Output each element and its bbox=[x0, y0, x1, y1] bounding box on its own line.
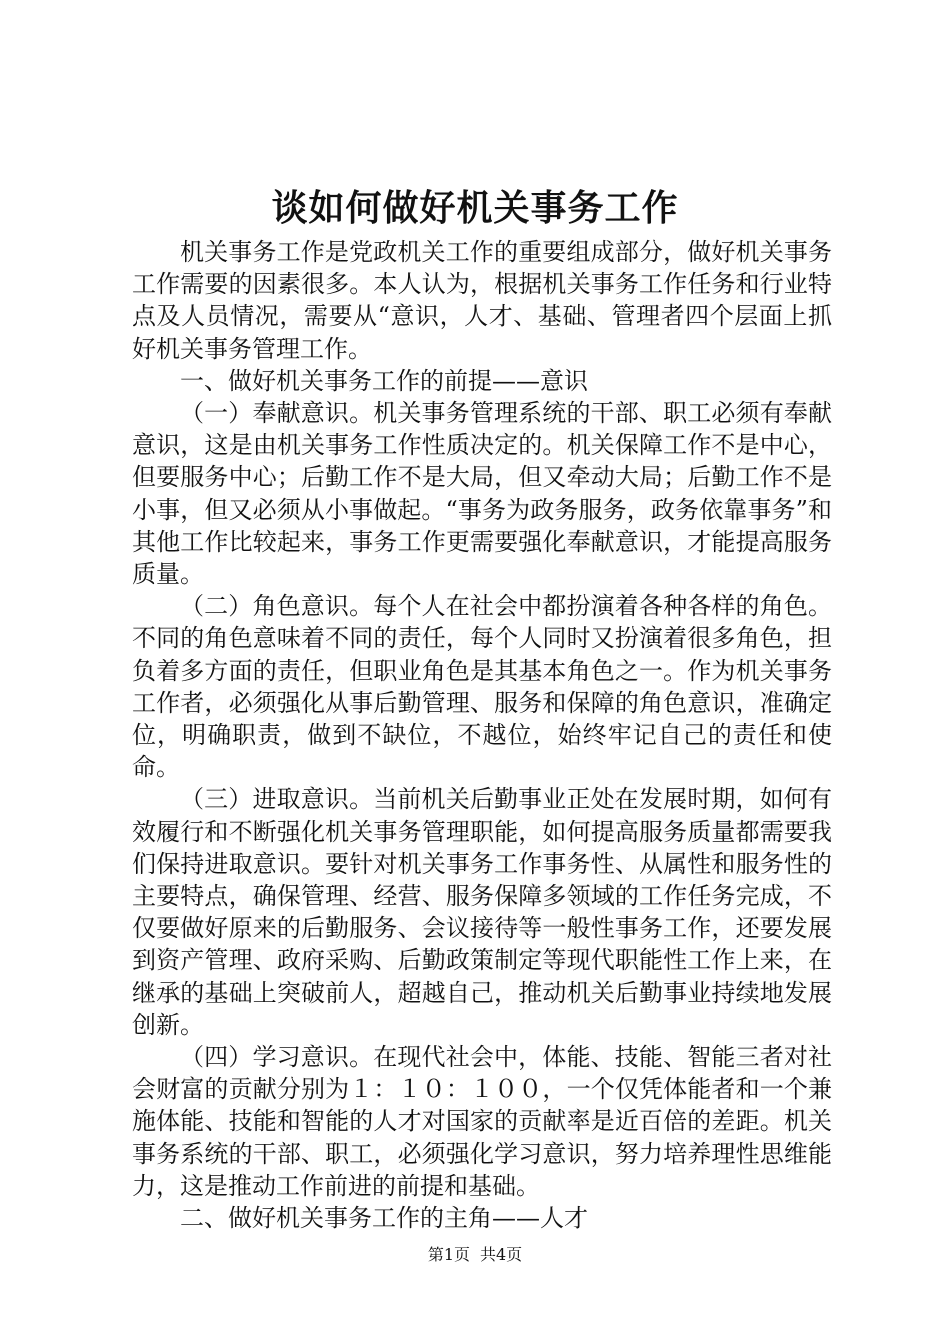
paragraph-enterprise: （三）进取意识。当前机关后勤事业正处在发展时期，如何有效履行和不断强化机关事务管理职能，如何提高服务质量都需要我们保持进取意识。要针对机关事务工作事务性、从属性和服务性的主要特点，确保管理、经营、服务保障多领域的工作任务完成，不仅要做好原来的后勤服务、会议接待等一般性事务工作，还要发展到资产管理、政府采购、后勤政策制定等现代职能性工作上来，在继承的基础上突破前人，超越自己，推动机关后勤事业持续地发展创新。 bbox=[132, 785, 832, 1039]
document-body bbox=[132, 236, 832, 1234]
paragraph-role: （二）角色意识。每个人在社会中都扮演着各种各样的角色。不同的角色意味着不同的责任，每个人同时又扮演着很多角色，担负着多方面的责任，但职业角色是其基本角色之一。作为机关事务工作者，必须强化从事后勤管理、服务和保障的角色意识，准确定位，明确职责，做到不缺位，不越位，始终牢记自己的责任和使命。 bbox=[132, 592, 832, 782]
intro-paragraph: 机关事务工作是党政机关工作的重要组成部分，做好机关事务工作需要的因素很多。本人认为，根据机关事务工作任务和行业特点及人员情况，需要从“意识，人才、基础、管理者四个层面上抓好机关事务管理工作。 bbox=[132, 238, 832, 363]
paragraph-dedication: （一）奉献意识。机关事务管理系统的干部、职工必须有奉献意识，这是由机关事务工作性质决定的。机关保障工作不是中心，但要服务中心；后勤工作不是大局，但又牵动大局；后勤工作不是小事，但又必须从小事做起。“事务为政务服务，政务依靠事务”和其他工作比较起来，事务工作更需要强化奉献意识，才能提高服务质量。 bbox=[132, 399, 832, 589]
page-total: 共4页 bbox=[480, 1245, 523, 1264]
section-heading-2: 二、做好机关事务工作的主角——人才 bbox=[180, 1204, 588, 1233]
section-heading-1: 一、做好机关事务工作的前提——意识 bbox=[180, 366, 588, 395]
paragraph-learning: （四）学习意识。在现代社会中，体能、技能、智能三者对社会财富的贡献分别为１：１０：１００，一个仅凭体能者和一个兼施体能、技能和智能的人才对国家的贡献率是近百倍的差距。机关事务系统的干部、职工，必须强化学习意识，努力培养理性思维能力，这是推动工作前进的前提和基础。 bbox=[132, 1043, 832, 1200]
page-number: 第1页 bbox=[427, 1245, 470, 1264]
page-footer bbox=[0, 1243, 950, 1267]
document-title: 谈如何做好机关事务工作 bbox=[271, 187, 679, 229]
